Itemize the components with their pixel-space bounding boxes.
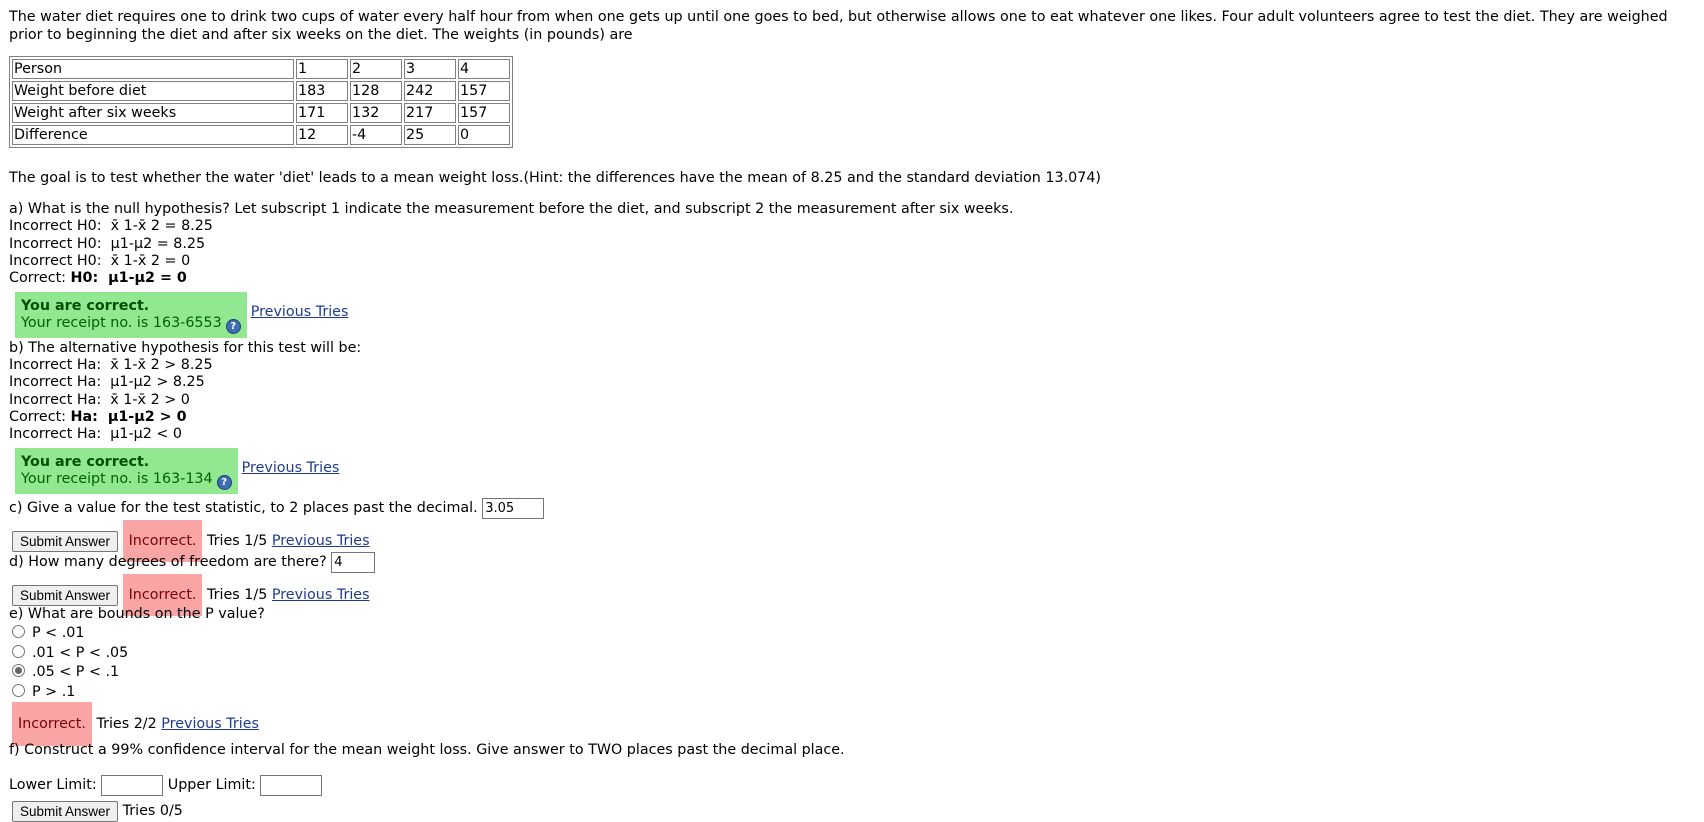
question-c-prompt: c) Give a value for the test statistic, to 2 places past the decimal. <box>9 500 478 517</box>
lower-limit-input[interactable] <box>101 775 163 796</box>
table-cell: 128 <box>350 81 402 101</box>
table-cell: 242 <box>404 81 456 101</box>
question-circle-icon[interactable]: ? <box>217 475 232 490</box>
submit-answer-button[interactable]: Submit Answer <box>12 801 118 822</box>
table-cell: 25 <box>404 125 456 145</box>
radio-label: P < .01 <box>32 625 85 642</box>
table-cell: 217 <box>404 103 456 123</box>
status-row <box>15 448 1695 494</box>
answer-text: Correct: <box>9 408 71 425</box>
table-cell: 0 <box>458 125 510 145</box>
incorrect-status: Incorrect. <box>12 702 92 746</box>
table-cell: 157 <box>458 81 510 101</box>
answer-line <box>9 218 1695 235</box>
table-row <box>12 59 510 79</box>
answer-line <box>9 236 1695 253</box>
question-f-prompt: f) Construct a 99% confidence interval for the mean weight loss. Give answer to TWO places past the decimal place. <box>9 742 845 759</box>
radio-option[interactable] <box>12 683 1695 703</box>
receipt-text: Your receipt no. is 163-6553 <box>21 315 222 332</box>
correct-answer: H0: μ1-μ2 = 0 <box>70 269 187 286</box>
table-cell: Weight before diet <box>12 81 294 101</box>
previous-tries-link[interactable]: Previous Tries <box>241 460 340 477</box>
status-row <box>12 520 1695 550</box>
table-cell: 1 <box>296 59 348 79</box>
tries-count: Tries 1/5 <box>207 587 268 604</box>
previous-tries-link[interactable]: Previous Tries <box>250 304 349 321</box>
table-row <box>12 81 510 101</box>
answer-text: Incorrect H0: μ1-μ2 = 8.25 <box>9 235 206 252</box>
table-cell: 183 <box>296 81 348 101</box>
interval-inputs <box>9 770 1695 800</box>
lower-limit-label: Lower Limit: <box>9 777 97 794</box>
question-e <box>9 604 1695 734</box>
table-cell: 171 <box>296 103 348 123</box>
goal-text: The goal is to test whether the water 'diet' leads to a mean weight loss.(Hint: the differences have the mean of 8.25 and the standard deviation 13.074) <box>9 170 1102 186</box>
answer-text: Incorrect H0: x̄ 1-x̄ 2 = 0 <box>9 252 191 269</box>
test-statistic-input[interactable] <box>482 498 544 519</box>
table-cell: 12 <box>296 125 348 145</box>
answer-line <box>9 374 1695 391</box>
table-row <box>12 103 510 123</box>
status-row <box>12 702 1695 734</box>
question-a <box>9 201 1695 338</box>
question-b-prompt: b) The alternative hypothesis for this test will be: <box>9 340 362 357</box>
radio-label: .01 < P < .05 <box>32 644 129 661</box>
answer-line <box>9 357 1695 374</box>
answer-line-correct <box>9 409 1695 426</box>
radio-button-selected[interactable] <box>12 664 25 677</box>
radio-label: .05 < P < .1 <box>32 664 120 681</box>
answer-line <box>9 392 1695 409</box>
receipt-text: Your receipt no. is 163-134 <box>21 471 213 488</box>
submit-answer-button[interactable]: Submit Answer <box>12 531 118 552</box>
radio-option[interactable] <box>12 624 1695 644</box>
answer-text: Correct: <box>9 269 71 286</box>
table-cell: 157 <box>458 103 510 123</box>
question-circle-icon[interactable]: ? <box>226 319 241 334</box>
radio-button[interactable] <box>12 645 25 658</box>
question-c <box>9 496 1695 550</box>
question-b <box>9 340 1695 494</box>
table-row <box>12 125 510 145</box>
status-title: You are correct. <box>21 454 150 471</box>
tries-count: Tries 1/5 <box>207 533 268 550</box>
answer-text: Incorrect H0: x̄ 1-x̄ 2 = 8.25 <box>9 218 213 235</box>
question-e-prompt: e) What are bounds on the P value? <box>9 606 265 623</box>
table-cell: Person <box>12 59 294 79</box>
previous-tries-link[interactable]: Previous Tries <box>271 587 370 604</box>
answer-line <box>9 253 1695 270</box>
table-cell: 2 <box>350 59 402 79</box>
question-a-prompt: a) What is the null hypothesis? Let subscript 1 indicate the measurement before the diet, and subscript 2 the measurement after six weeks. <box>9 201 1014 218</box>
table-cell: -4 <box>350 125 402 145</box>
problem-intro: The water diet requires one to drink two cups of water every half hour from when one gets up until one goes to bed, but otherwise allows one to eat whatever one likes. Four adult volunteers agree to test the diet. They are weighed prior to beginning the diet and after six weeks on the diet. The weights (in pounds) are <box>9 9 1668 43</box>
answer-text: Incorrect Ha: x̄ 1-x̄ 2 > 8.25 <box>9 357 213 374</box>
question-d-line <box>9 550 1695 574</box>
correct-answer: Ha: μ1-μ2 > 0 <box>70 408 187 425</box>
question-d-prompt: d) How many degrees of freedom are there? <box>9 554 327 571</box>
radio-option[interactable] <box>12 663 1695 683</box>
radio-button[interactable] <box>12 625 25 638</box>
status-row <box>15 292 1695 338</box>
tries-count: Tries 0/5 <box>122 803 183 820</box>
answer-line-correct <box>9 270 1695 287</box>
upper-limit-label: Upper Limit: <box>167 777 256 794</box>
status-title: You are correct. <box>21 298 150 315</box>
upper-limit-input[interactable] <box>260 775 322 796</box>
table-cell: Weight after six weeks <box>12 103 294 123</box>
answer-line <box>9 426 1695 443</box>
previous-tries-link[interactable]: Previous Tries <box>161 716 259 733</box>
answer-text: Incorrect Ha: μ1-μ2 < 0 <box>9 426 183 443</box>
incorrect-status: Incorrect. <box>123 574 203 616</box>
table-cell: Difference <box>12 125 294 145</box>
table-cell: 3 <box>404 59 456 79</box>
weights-table <box>9 56 513 148</box>
answer-text: Incorrect Ha: μ1-μ2 > 8.25 <box>9 374 205 391</box>
radio-button[interactable] <box>12 684 25 697</box>
correct-status-box <box>15 448 238 494</box>
incorrect-status: Incorrect. <box>123 520 203 562</box>
table-cell: 132 <box>350 103 402 123</box>
status-row <box>12 574 1695 604</box>
table-cell: 4 <box>458 59 510 79</box>
radio-option[interactable] <box>12 644 1695 664</box>
radio-label: P > .1 <box>32 683 76 700</box>
previous-tries-link[interactable]: Previous Tries <box>271 533 370 550</box>
question-f <box>9 742 1695 822</box>
question-d <box>9 550 1695 604</box>
question-c-line <box>9 496 1695 520</box>
degrees-of-freedom-input[interactable] <box>331 552 375 573</box>
correct-status-box <box>15 292 247 338</box>
tries-count: Tries 2/2 <box>96 716 157 733</box>
status-row <box>12 800 1695 822</box>
submit-answer-button[interactable]: Submit Answer <box>12 585 118 606</box>
answer-text: Incorrect Ha: x̄ 1-x̄ 2 > 0 <box>9 391 190 408</box>
